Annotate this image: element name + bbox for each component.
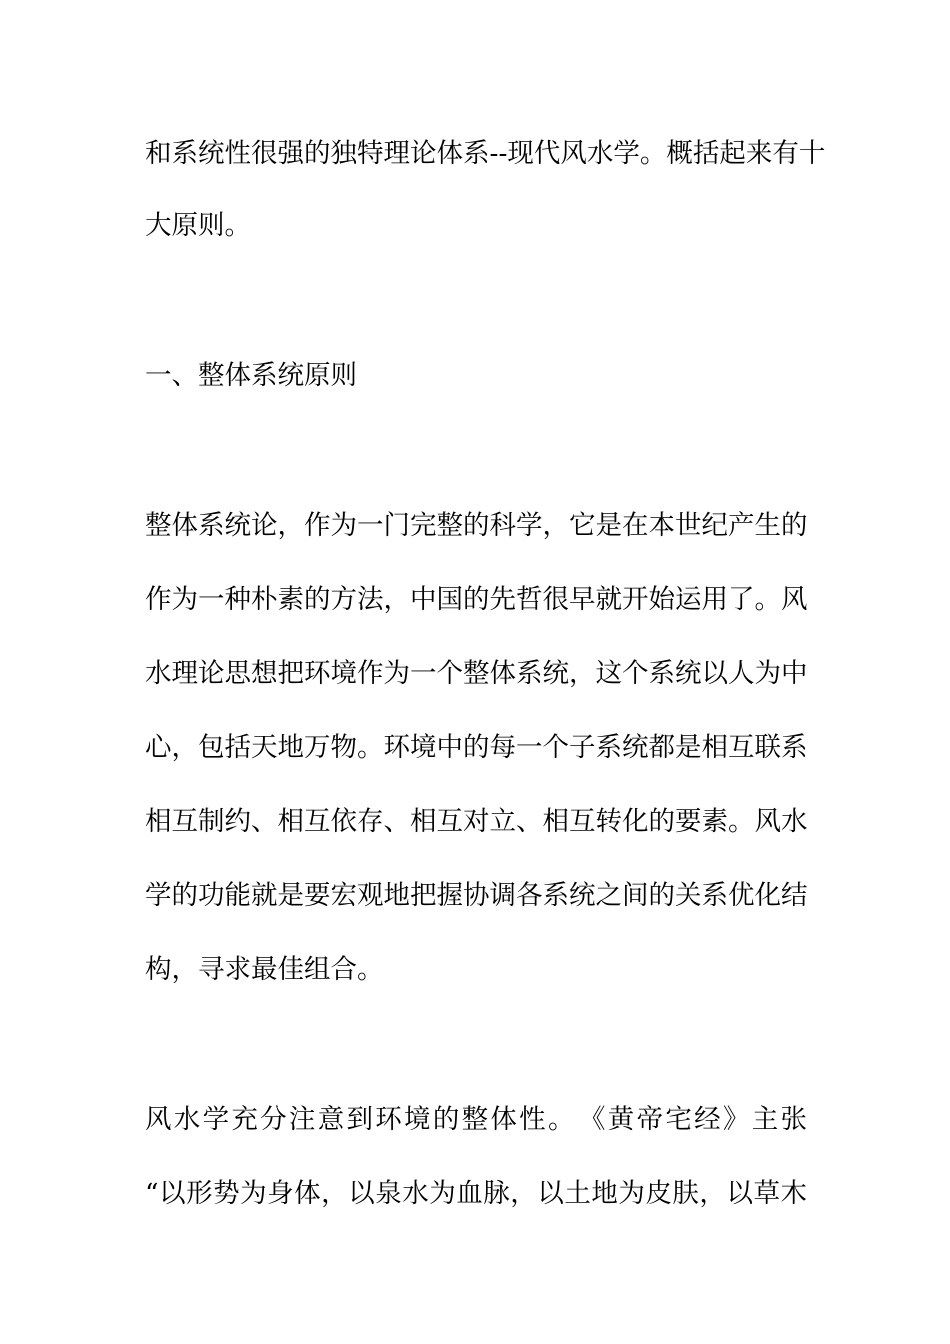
section-heading: 一、整体系统原则 (145, 360, 357, 391)
paragraph-1-line-3: 水理论思想把环境作为一个整体系统，这个系统以人为中 (145, 658, 808, 689)
paragraph-1-line-7: 构，寻求最佳组合。 (145, 954, 384, 985)
paragraph-1-line-4: 心，包括天地万物。环境中的每一个子系统都是相互联系 (145, 732, 808, 763)
paragraph-1-line-5: 相互制约、相互依存、相互对立、相互转化的要素。风水 (145, 806, 808, 837)
paragraph-1-line-2: 作为一种朴素的方法，中国的先哲很早就开始运用了。风 (145, 584, 808, 615)
paragraph-1-line-1: 整体系统论，作为一门完整的科学，它是在本世纪产生的 (145, 510, 808, 541)
intro-line-2: 大原则。 (145, 210, 251, 241)
paragraph-2-line-2: “以形势为身体，以泉水为血脉，以土地为皮肤，以草木 (145, 1178, 807, 1209)
intro-line-1: 和系统性很强的独特理论体系--现代风水学。概括起来有十 (145, 138, 826, 169)
paragraph-2-line-1: 风水学充分注意到环境的整体性。 《黄帝宅经》主张 (145, 1104, 807, 1135)
paragraph-1-line-6: 学的功能就是要宏观地把握协调各系统之间的关系优化结 (145, 880, 808, 911)
